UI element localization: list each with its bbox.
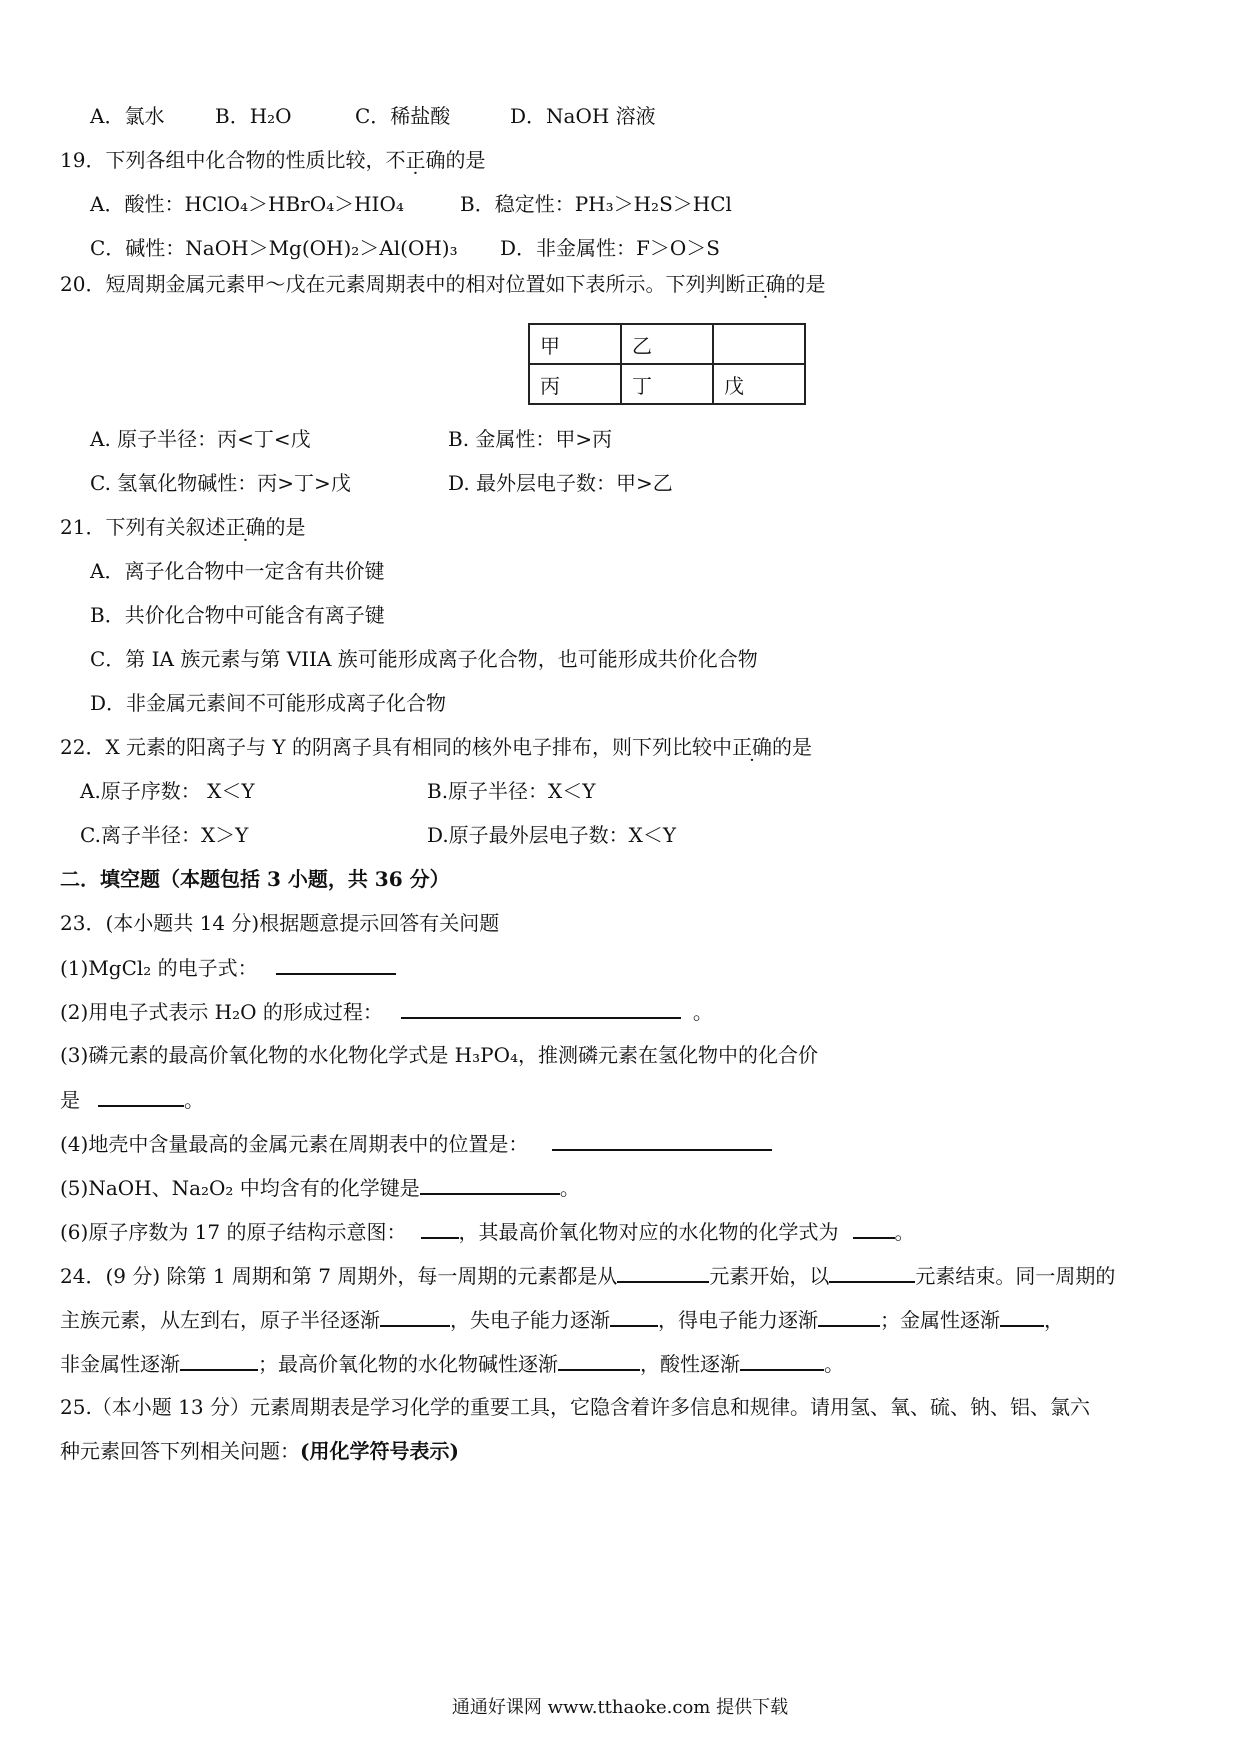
table-cell: 丁: [621, 364, 713, 404]
q21-option-c: C．第 IA 族元素与第 VIIA 族可能形成离子化合物，也可能形成共价化合物: [90, 647, 758, 671]
q24-text: ；最高价氧化物的水化物碱性逐渐: [258, 1352, 558, 1376]
q21-emphasis: 正确: [225, 515, 266, 539]
table-cell: 甲: [529, 324, 621, 364]
q22-option-a: A.原子序数： X＜Y: [80, 779, 255, 803]
q23-part2-text: (2)用电子式表示 H₂O 的形成过程：: [60, 1000, 383, 1024]
q24-text: ，失电子能力逐渐: [450, 1308, 610, 1332]
q19-option-b: B．稳定性：PH₃＞H₂S＞HCl: [460, 192, 732, 216]
table-cell: 丙: [529, 364, 621, 404]
q22-stem-end: 的是: [771, 735, 812, 759]
q23-stem: 23．(本小题共 14 分)根据题意提示回答有关问题: [60, 911, 500, 935]
q24-text: 元素开始，以: [709, 1264, 830, 1288]
page-footer: 通通好课网 www.tthaoke.com 提供下载: [451, 1697, 789, 1718]
q18-option-c: C．稀盐酸: [355, 104, 451, 128]
section-heading: 二．填空题（本题包括 3 小题，共 36 分）: [60, 867, 450, 891]
answer-blank[interactable]: [276, 955, 396, 975]
q23-part5: [60, 1175, 580, 1200]
q23-part6-text: (6)原子序数为 17 的原子结构示意图：: [60, 1220, 407, 1244]
q21-option-d: D．非金属元素间不可能形成离子化合物: [90, 691, 447, 715]
q23-part5-text: (5)NaOH、Na₂O₂ 中均含有的化学键是: [60, 1176, 420, 1200]
answer-blank[interactable]: [180, 1351, 258, 1371]
q24-text: 24．(9 分) 除第 1 周期和第 7 周期外，每一周期的元素都是从: [60, 1264, 618, 1288]
q22-option-d: D.原子最外层电子数：X＜Y: [427, 823, 677, 847]
q20-option-d: D. 最外层电子数：甲>乙: [448, 471, 673, 495]
answer-blank[interactable]: [420, 1175, 560, 1195]
q20-option-b: B. 金属性：甲>丙: [448, 427, 613, 451]
q22-option-b: B.原子半径：X＜Y: [427, 779, 596, 803]
q23-part3-line2: [60, 1087, 204, 1112]
q24-text: ；金属性逐渐: [880, 1308, 1000, 1332]
q23-part5-end: 。: [559, 1176, 580, 1200]
answer-blank[interactable]: [421, 1219, 459, 1239]
answer-blank[interactable]: [829, 1263, 915, 1283]
q20-emphasis: 正确: [745, 272, 786, 296]
q20-stem-text: 20．短周期金属元素甲～戊在元素周期表中的相对位置如下表所示。下列判断: [60, 272, 746, 296]
q18-option-d: D．NaOH 溶液: [510, 104, 656, 128]
q24-text: ，酸性逐渐: [640, 1352, 740, 1376]
q19-options-row2: [90, 236, 720, 260]
q22-stem: [60, 735, 812, 759]
q21-stem-text: 21．下列有关叙述: [60, 515, 226, 539]
answer-blank[interactable]: [552, 1131, 772, 1151]
q23-part3-end: 。: [184, 1088, 204, 1112]
q19-stem: [60, 148, 485, 172]
q24-text: 。: [824, 1352, 844, 1376]
q21-stem: [60, 515, 305, 539]
q18-options: [90, 104, 656, 128]
answer-blank[interactable]: [853, 1219, 895, 1239]
q23-part3-line1: (3)磷元素的最高价氧化物的水化物化学式是 H₃PO₄，推测磷元素在氢化物中的化合价: [60, 1043, 819, 1067]
periodic-position-table: [528, 323, 806, 405]
q22-option-c: C.离子半径：X＞Y: [80, 823, 249, 847]
q21-stem-end: 的是: [265, 515, 306, 539]
q25-text: 种元素回答下列相关问题：: [60, 1439, 300, 1463]
q25-emphasis: (用化学符号表示): [300, 1439, 459, 1463]
q25-line2: [60, 1439, 459, 1463]
q22-emphasis: 正确: [731, 735, 772, 759]
q22-options-row1: [80, 779, 596, 803]
q19-option-c: C．碱性：NaOH＞Mg(OH)₂＞Al(OH)₃: [90, 236, 458, 260]
table-cell: 戊: [713, 364, 805, 404]
table-cell: [713, 324, 805, 364]
q23-part1: [60, 955, 396, 980]
q19-stem-end: 的是: [445, 148, 486, 172]
q23-part6-end: 。: [894, 1220, 915, 1244]
q23-part6-mid: ，其最高价氧化物对应的水化物的化学式为: [458, 1220, 839, 1244]
q19-emphasis: 不正确: [385, 148, 446, 172]
answer-blank[interactable]: [617, 1263, 709, 1283]
q24-line3: [60, 1351, 844, 1376]
q23-part6: [60, 1219, 915, 1244]
q21-option-b: B．共价化合物中可能含有离子键: [90, 603, 385, 627]
q24-line1: [60, 1263, 1115, 1288]
q20-options-row2: [90, 471, 673, 495]
q24-text: ，: [1044, 1308, 1064, 1332]
q20-stem: [60, 272, 825, 296]
q20-options-row1: [90, 427, 612, 451]
q23-part1-text: (1)MgCl₂ 的电子式：: [60, 956, 258, 980]
q20-option-c: C. 氢氧化物碱性：丙>丁>戊: [90, 471, 351, 495]
answer-blank[interactable]: [380, 1307, 450, 1327]
answer-blank[interactable]: [740, 1351, 824, 1371]
q19-stem-text: 19．下列各组中化合物的性质比较，: [60, 148, 386, 172]
q24-text: 非金属性逐渐: [60, 1352, 180, 1376]
q23-part2: [60, 999, 713, 1024]
q18-option-a: A．氯水: [90, 104, 165, 128]
q23-part4-text: (4)地壳中含量最高的金属元素在周期表中的位置是：: [60, 1132, 529, 1156]
answer-blank[interactable]: [818, 1307, 880, 1327]
q22-options-row2: [80, 823, 676, 847]
table-cell: 乙: [621, 324, 713, 364]
q23-part2-end: 。: [692, 1000, 713, 1024]
answer-blank[interactable]: [610, 1307, 658, 1327]
q19-options-row1: [90, 192, 732, 216]
q24-line2: [60, 1307, 1064, 1332]
q18-option-b: B．H₂O: [215, 104, 292, 128]
q21-option-a: A．离子化合物中一定含有共价键: [90, 559, 385, 583]
q23-part3-text: 是: [60, 1088, 80, 1112]
q24-text: 主族元素，从左到右，原子半径逐渐: [60, 1308, 380, 1332]
q22-stem-text: 22．X 元素的阳离子与 Y 的阴离子具有相同的核外电子排布，则下列比较中: [60, 735, 732, 759]
answer-blank[interactable]: [98, 1087, 184, 1107]
q19-option-a: A．酸性：HClO₄＞HBrO₄＞HIO₄: [90, 192, 404, 216]
answer-blank[interactable]: [1000, 1307, 1044, 1327]
q25-line1: 25.（本小题 13 分）元素周期表是学习化学的重要工具，它隐含着许多信息和规律。请用氢、氧、硫、钠、铝、氯六: [60, 1395, 1090, 1419]
answer-blank[interactable]: [401, 999, 681, 1019]
q20-option-a: A. 原子半径：丙<丁<戊: [90, 427, 311, 451]
answer-blank[interactable]: [558, 1351, 640, 1371]
q19-option-d: D．非金属性：F＞O＞S: [500, 236, 721, 260]
q24-text: ，得电子能力逐渐: [658, 1308, 818, 1332]
q23-part4: [60, 1131, 772, 1156]
q20-stem-end: 的是: [785, 272, 826, 296]
q24-text: 元素结束。同一周期的: [915, 1264, 1116, 1288]
